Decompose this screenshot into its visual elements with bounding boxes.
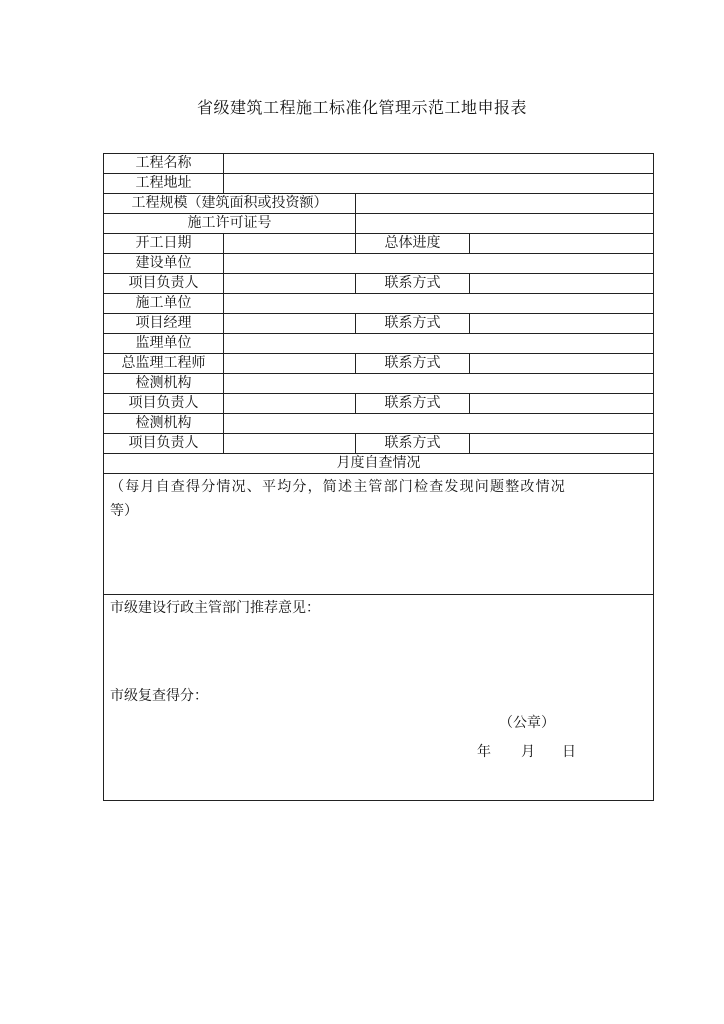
label-testing-agency-2: 检测机构: [135, 415, 192, 431]
field-overall-progress[interactable]: [470, 234, 653, 253]
label-project-name: 工程名称: [135, 155, 192, 171]
seal-label: （公章）: [499, 715, 555, 731]
field-contact-2[interactable]: [470, 314, 653, 333]
label-project-leader-3: 项目负责人: [128, 435, 199, 451]
row-supervision-unit: [104, 334, 653, 354]
field-contact-5[interactable]: [470, 434, 653, 453]
city-opinion-label: 市级建设行政主管部门推荐意见：: [110, 600, 320, 616]
row-monthly-check-header: [104, 454, 653, 474]
date-day: 日: [562, 744, 576, 760]
field-permit-no[interactable]: [356, 214, 653, 233]
row-start-date: [104, 234, 653, 254]
field-testing-agency-1[interactable]: [224, 374, 653, 393]
row-chief-supervisor: [104, 354, 653, 374]
field-project-leader-3[interactable]: [224, 434, 355, 453]
row-project-leader-3: [104, 434, 653, 454]
field-supervision-unit[interactable]: [224, 334, 653, 353]
monthly-check-section[interactable]: [104, 474, 653, 595]
application-form: [103, 153, 654, 801]
label-contact-4: 联系方式: [384, 395, 441, 411]
field-project-leader-1[interactable]: [224, 274, 355, 293]
label-contact-5: 联系方式: [384, 435, 441, 451]
form-title: 省级建筑工程施工标准化管理示范工地申报表: [196, 98, 527, 117]
label-chief-supervisor: 总监理工程师: [121, 355, 206, 371]
row-testing-agency-2: [104, 414, 653, 434]
row-testing-agency-1: [104, 374, 653, 394]
field-project-address[interactable]: [224, 174, 653, 193]
label-project-leader-1: 项目负责人: [128, 275, 199, 291]
row-permit-no: [104, 214, 653, 234]
field-builder-unit[interactable]: [224, 294, 653, 313]
field-contact-4[interactable]: [470, 394, 653, 413]
field-testing-agency-2[interactable]: [224, 414, 653, 433]
label-construction-unit: 建设单位: [135, 255, 192, 271]
label-contact-3: 联系方式: [384, 355, 441, 371]
city-score-label: 市级复查得分：: [110, 688, 208, 704]
field-contact-3[interactable]: [470, 354, 653, 373]
label-builder-unit: 施工单位: [135, 295, 192, 311]
row-project-leader-2: [104, 394, 653, 414]
row-project-name: [104, 154, 653, 174]
field-chief-supervisor[interactable]: [224, 354, 355, 373]
label-start-date: 开工日期: [135, 235, 192, 251]
label-testing-agency-1: 检测机构: [135, 375, 192, 391]
row-project-manager: [104, 314, 653, 334]
monthly-note-line2: 等）: [110, 503, 138, 519]
field-project-scale[interactable]: [356, 194, 653, 213]
label-project-leader-2: 项目负责人: [128, 395, 199, 411]
row-project-address: [104, 174, 653, 194]
label-contact-2: 联系方式: [384, 315, 441, 331]
row-construction-unit: [104, 254, 653, 274]
field-project-manager[interactable]: [224, 314, 355, 333]
field-contact-1[interactable]: [470, 274, 653, 293]
label-project-manager: 项目经理: [135, 315, 192, 331]
label-overall-progress: 总体进度: [384, 235, 441, 251]
field-project-name[interactable]: [224, 154, 653, 173]
field-project-leader-2[interactable]: [224, 394, 355, 413]
label-permit-no: 施工许可证号: [187, 215, 272, 231]
label-contact-1: 联系方式: [384, 275, 441, 291]
row-project-leader-1: [104, 274, 653, 294]
label-supervision-unit: 监理单位: [135, 335, 192, 351]
monthly-note-line1: （每月自查得分情况、平均分，简述主管部门检查发现问题整改情况: [110, 479, 566, 495]
label-project-scale: 工程规模（建筑面积或投资额）: [131, 195, 328, 211]
row-project-scale: [104, 194, 653, 214]
field-start-date[interactable]: [224, 234, 355, 253]
date-year: 年: [477, 744, 491, 760]
label-monthly-check: 月度自查情况: [336, 455, 421, 471]
date-month: 月: [521, 744, 535, 760]
city-opinion-section[interactable]: [104, 595, 653, 800]
label-project-address: 工程地址: [135, 175, 192, 191]
field-construction-unit[interactable]: [224, 254, 653, 273]
row-builder-unit: [104, 294, 653, 314]
